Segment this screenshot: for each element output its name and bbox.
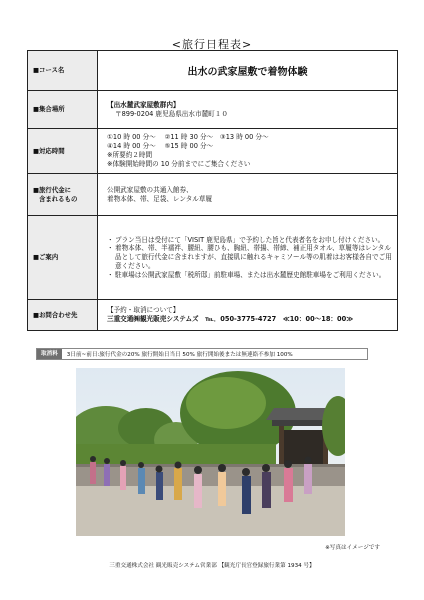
times-line-1: ①10 時 00 分～ ②11 時 30 分～ ③13 時 00 分～ (107, 133, 269, 142)
course-row (28, 51, 398, 91)
included-line-1: 公開武家屋敷の共通入館券、 (107, 185, 193, 194)
times-label: ■対応時間 (28, 129, 98, 174)
guide-label: ■ご案内 (28, 216, 98, 300)
included-label-line-1: ■旅行代金に (33, 185, 71, 194)
duration-note: ※所要約２時間 (107, 151, 153, 159)
included-line-2: 着物本体、帯、足袋、レンタル草履 (107, 194, 213, 203)
guide-item (107, 271, 397, 280)
guide-bullet: ・ (107, 235, 114, 244)
cancellation-text: 3日前~前日:旅行代金の20% 旅行開始日当日 50% 旅行開始後または無連絡不参加 100% (66, 352, 293, 358)
guide-text: 駐車場は公開武家屋敷「税所邸」前駐車場、または出水麓歴史館駐車場をご利用ください。 (115, 270, 386, 279)
guide-value (98, 216, 398, 300)
contact-row (28, 300, 398, 331)
meeting-address: 〒899-0204 鹿児島県出水市麓町１０ (115, 109, 228, 118)
cancellation-label: 取消料 (37, 349, 62, 359)
guide-bullet: ・ (107, 244, 114, 253)
included-label (28, 174, 98, 216)
arrival-note: ※体験開始時間の 10 分前までにご集合ください (107, 159, 251, 168)
cancellation-fee-bar (36, 348, 368, 360)
page-title: <旅行日程表> (171, 38, 253, 51)
contact-label: ■お問合わせ先 (28, 300, 98, 331)
included-label-line-2: 含まれるもの (39, 194, 78, 203)
guide-item (107, 244, 397, 270)
times-value (98, 129, 398, 174)
kimono-photo (76, 368, 345, 536)
contact-value (98, 300, 398, 331)
guide-bullet: ・ (107, 270, 114, 279)
meeting-place: 【出水麓武家屋敷群内】 (107, 100, 180, 109)
meeting-value (98, 91, 398, 129)
itinerary-table (27, 50, 398, 331)
meeting-row (28, 91, 398, 129)
photo-caption: ※写真はイメージです (325, 545, 380, 551)
course-label: ■コース名 (28, 51, 98, 91)
guide-text: プラン当日は受付にて「VISIT 鹿児島県」で予約した旨と代表者名をお申し付けください。 (115, 235, 385, 244)
meeting-label: ■集合場所 (28, 91, 98, 129)
contact-heading: 【予約・取消について】 (107, 306, 180, 315)
contact-details: 三重交通㈱観光販売システムズ ℡．050-3775-4727 ≪10：00～18：00≫ (107, 315, 354, 323)
footer-company: 三重交通株式会社 観光販売システム営業部 【観光庁長官登録旅行業第 1934 号】 (109, 563, 315, 569)
included-value (98, 174, 398, 216)
guide-text: 着物本体、帯、半襦袢、腰紐、腰ひも、胸紐、帯揚、帯締、補正用タオル、草履等はレンタル品として旅行代金に含まれますが、直接肌に触れるキャミソール等の肌着はお客様各自でご用意ください。 (115, 244, 392, 270)
included-row (28, 174, 398, 216)
course-name: 出水の武家屋敷で着物体験 (98, 51, 398, 91)
times-line-2: ④14 時 00 分～ ⑤15 時 00 分～ (107, 142, 214, 151)
guide-row (28, 216, 398, 300)
times-row (28, 129, 398, 174)
samurai-residence-street-image (76, 368, 345, 536)
